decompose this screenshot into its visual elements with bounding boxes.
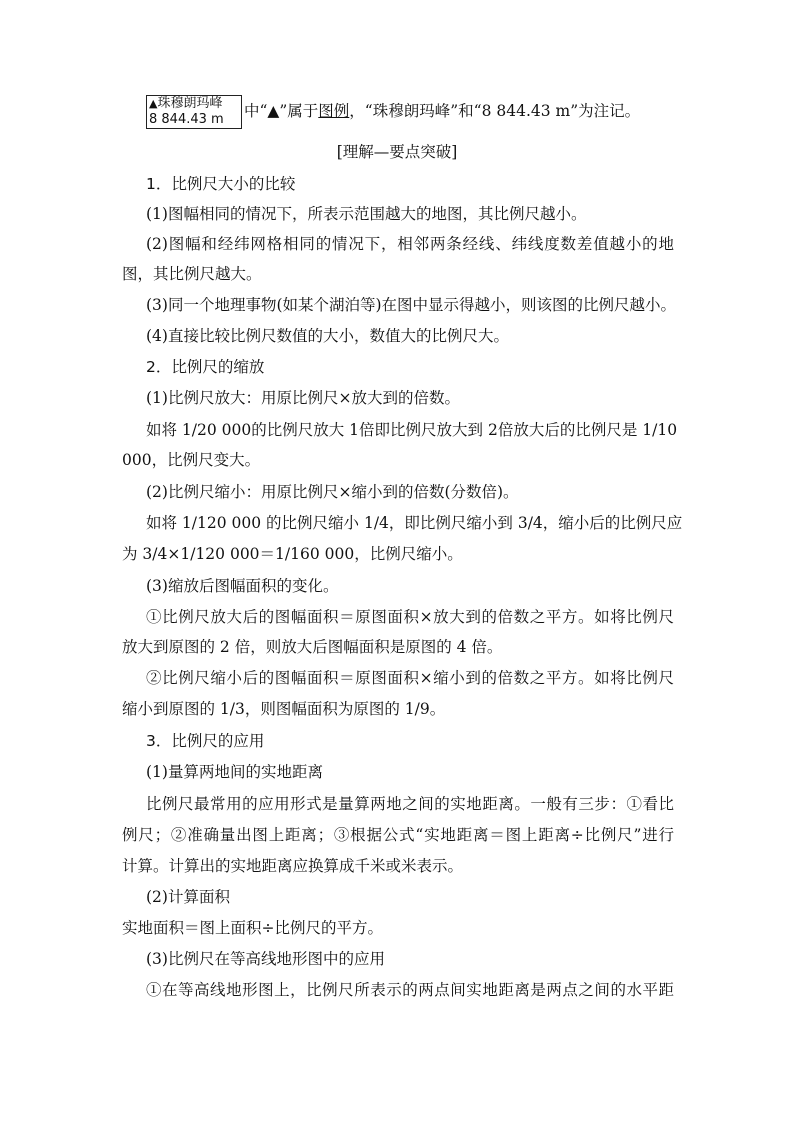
para-2-2-example-b: 为 3/4×1/120 000＝1/160 000，比例尺缩小。 [122, 545, 463, 563]
para-2-2: (2)比例尺缩小：用原比例尺×缩小到的倍数(分数倍)。 [146, 483, 519, 501]
para-3-2: (2)计算面积 [146, 888, 230, 906]
peak-triangle-icon: ▲ [149, 97, 158, 110]
para-3-2-a: 实地面积＝图上面积÷比例尺的平方。 [122, 919, 383, 937]
para-2-2-example-a: 如将 1/120 000 的比例尺缩小 1/4，即比例尺缩小到 3/4，缩小后的比例尺应 [146, 514, 683, 532]
para-2-1-example-b: 000，比例尺变大。 [122, 451, 261, 469]
para-3-1-b: 例尺；②准确量出图上距离；③根据公式“实地距离＝图上距离÷比例尺”进行 [122, 826, 674, 844]
para-1-1: (1)图幅相同的情况下，所表示范围越大的地图，其比例尺越小。 [146, 205, 587, 223]
para-1-3: (3)同一个地理事物(如某个湖泊等)在图中显示得越小，则该图的比例尺越小。 [146, 296, 677, 314]
para-3-3-a: ①在等高线地形图上，比例尺所表示的两点间实地距离是两点之间的水平距 [146, 981, 674, 999]
para-3-1-c: 计算。计算出的实地距离应换算成千米或米表示。 [122, 857, 464, 875]
legend-elevation: 8 844.43 m [149, 112, 224, 127]
section-title: [理解—要点突破] [336, 143, 458, 161]
para-3-3: (3)比例尺在等高线地形图中的应用 [146, 950, 385, 968]
para-2-3-1b: 放大到原图的 2 倍，则放大后图幅面积是原图的 4 倍。 [122, 638, 503, 656]
map-legend-example [146, 95, 242, 129]
heading-3: 3．比例尺的应用 [146, 732, 265, 750]
heading-2: 2．比例尺的缩放 [146, 358, 265, 376]
para-2-3-2a: ②比例尺缩小后的图幅面积＝原图面积×缩小到的倍数之平方。如将比例尺 [146, 669, 674, 687]
para-1-4: (4)直接比较比例尺数值的大小，数值大的比例尺大。 [146, 327, 509, 345]
para-3-1: (1)量算两地间的实地距离 [146, 763, 323, 781]
para-2-3-1a: ①比例尺放大后的图幅面积＝原图面积×放大到的倍数之平方。如将比例尺 [146, 608, 674, 626]
legend-term: 图例 [318, 102, 350, 120]
heading-1: 1．比例尺大小的比较 [146, 175, 296, 193]
para-1-2a: (2)图幅和经纬网格相同的情况下，相邻两条经线、纬线度数差值越小的地 [146, 235, 674, 253]
para-2-1: (1)比例尺放大：用原比例尺×放大到的倍数。 [146, 389, 460, 407]
para-2-3: (3)缩放后图幅面积的变化。 [146, 577, 339, 595]
para-3-1-a: 比例尺最常用的应用形式是量算两地之间的实地距离。一般有三步：①看比 [146, 795, 674, 813]
para-2-3-2b: 缩小到原图的 1/3，则图幅面积为原图的 1/9。 [122, 700, 446, 718]
intro-text: 中“▲”属于图例，“珠穆朗玛峰”和“8 844.43 m”为注记。 [244, 102, 641, 120]
legend-peak-name: 珠穆朗玛峰 [157, 96, 223, 111]
para-2-1-example-a: 如将 1/20 000的比例尺放大 1倍即比例尺放大到 2倍放大后的比例尺是 1/10 [146, 421, 678, 439]
para-1-2b: 图，其比例尺越大。 [122, 265, 262, 283]
